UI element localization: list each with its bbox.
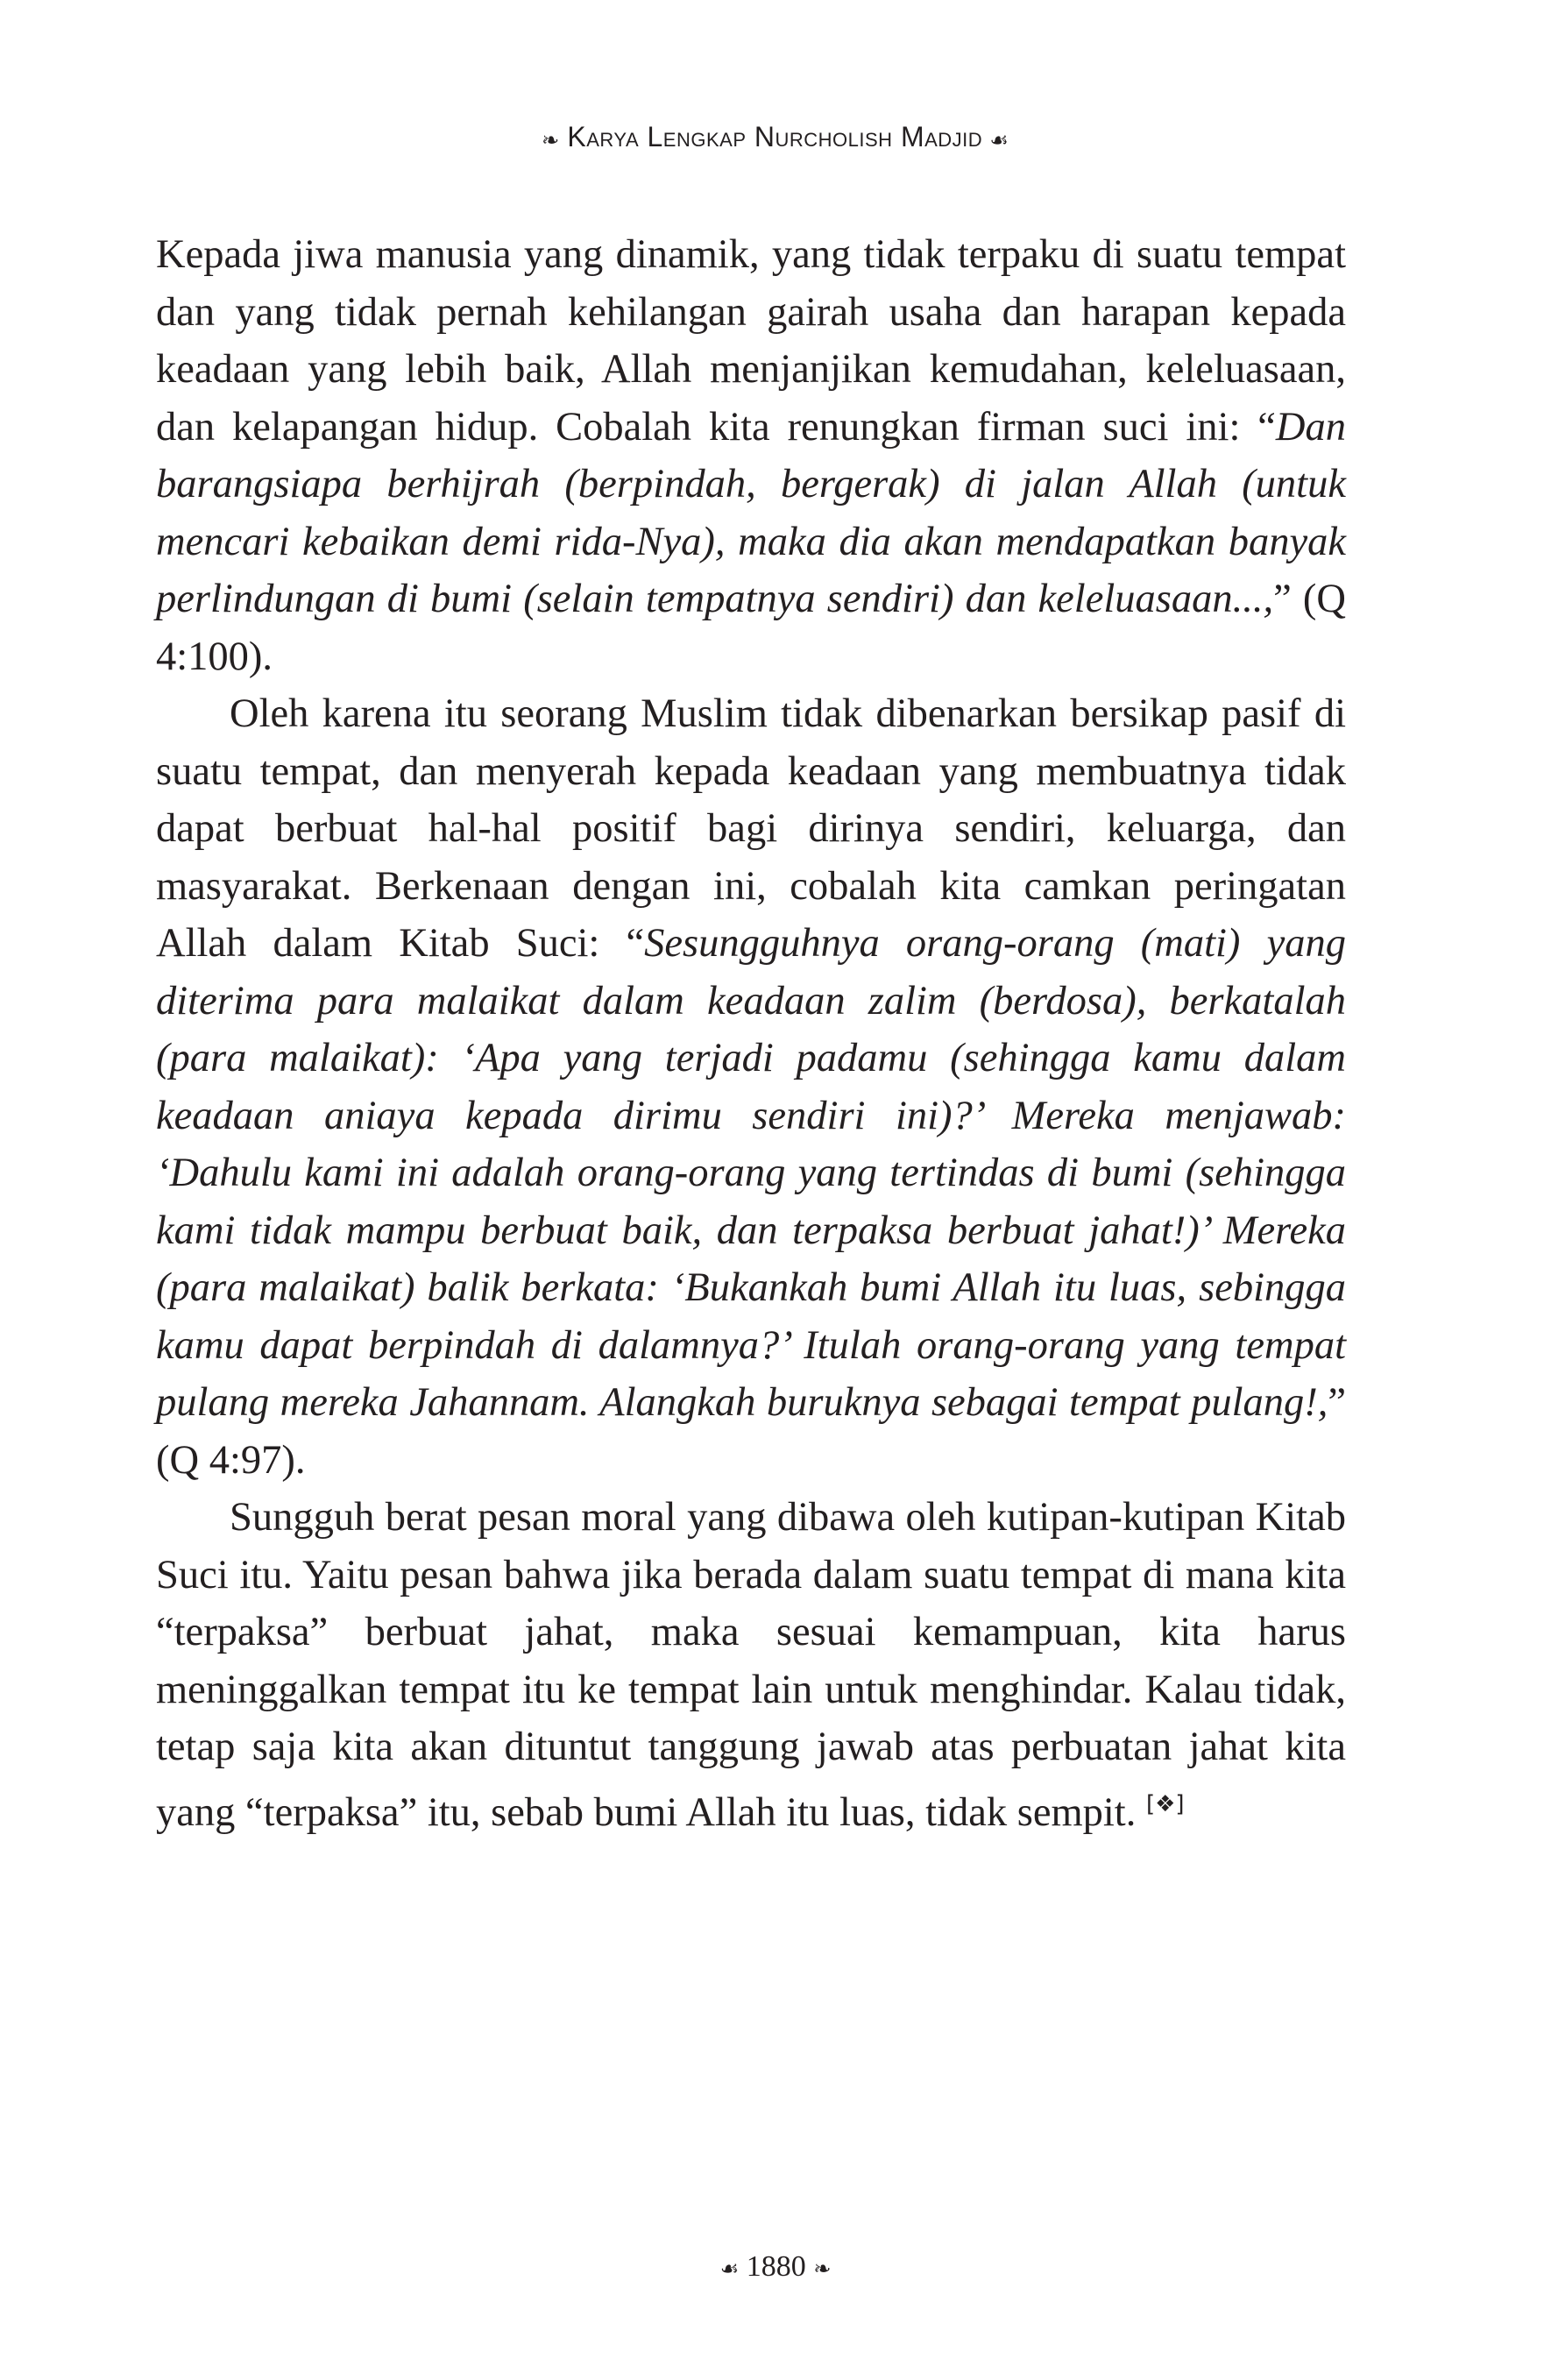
end-of-article-icon: [❖]	[1145, 1790, 1185, 1817]
page-footer	[0, 2250, 1551, 2284]
fleuron-left-icon: ❧	[542, 128, 561, 153]
quran-quote-4-97: Sesungguhnya orang-orang (mati) yang diterima para malaikat dalam keadaan zalim (berdosa), berkatalah (para malaikat): ‘Apa yang terjadi padamu (sehingga kamu dalam keadaan aniaya kepada dirimu sendiri ini)?’ Mereka menjawab: ‘Dahulu kami ini adalah orang-orang yang tertindas di bumi (sehingga kami tidak mampu berbuat baik, dan terpaksa berbuat jahat!)’ Mereka (para malaikat) balik berkata: ‘Bukankah bumi Allah itu luas, sebingga kamu dapat berpindah di dalamnya?’ Itulah orang-orang yang tempat pulang mereka Jahannam. Alangkah buruknya sebagai tempat pulang!,	[156, 921, 1346, 1425]
quran-quote-4-100: Dan barangsiapa berhijrah (berpindah, bergerak) di jalan Allah (untuk mencari kebaikan demi rida-Nya), maka dia akan mendapatkan banyak perlindungan di bumi (selain tempatnya sendiri) dan keleluasaan...,	[156, 404, 1346, 621]
paragraph-3-text: Sungguh berat pesan moral yang dibawa oleh kutipan-kutipan Kitab Suci itu. Yaitu pesan bahwa jika berada dalam suatu tempat di mana kita “terpaksa” berbuat jahat, maka sesuai kemampuan, kita harus meninggalkan tempat itu ke tempat lain untuk menghindar. Kalau tidak, tetap saja kita akan dituntut tanggung jawab atas perbuatan jahat kita yang “terpaksa” itu, sebab bumi Allah itu luas, tidak sempit.	[156, 1495, 1346, 1835]
citation-4-100: ” (Q 4:100).	[156, 577, 1346, 679]
book-title: Karya Lengkap Nurcholish Madjid	[567, 121, 983, 152]
page-number: 1880	[746, 2250, 806, 2283]
paragraph-3	[156, 1489, 1346, 1841]
paragraph-2	[156, 685, 1346, 1489]
paragraph-2-text: Oleh karena itu seorang Muslim tidak dibenarkan bersikap pasif di suatu tempat, dan menyerah kepada keadaan yang membuatnya tidak dapat berbuat hal-hal positif bagi dirinya sendiri, keluarga, dan masyarakat. Berkenaan dengan ini, cobalah kita camkan peringatan Allah dalam Kitab Suci: “	[156, 691, 1346, 966]
fleuron-right-icon: ❧	[813, 2256, 832, 2282]
body-text	[156, 226, 1346, 1841]
running-header	[0, 121, 1551, 153]
paragraph-1	[156, 226, 1346, 685]
fleuron-right-icon: ☙	[989, 128, 1009, 153]
citation-4-97: ” (Q 4:97).	[156, 1380, 1346, 1483]
paragraph-1-text: Kepada jiwa manusia yang dinamik, yang tidak terpaku di suatu tempat dan yang tidak pernah kehilangan gairah usaha dan harapan kepada keadaan yang lebih baik, Allah menjanjikan kemudahan, keleluasaan, dan kelapangan hidup. Cobalah kita renungkan firman suci ini: “	[156, 232, 1346, 450]
fleuron-left-icon: ☙	[719, 2256, 740, 2282]
